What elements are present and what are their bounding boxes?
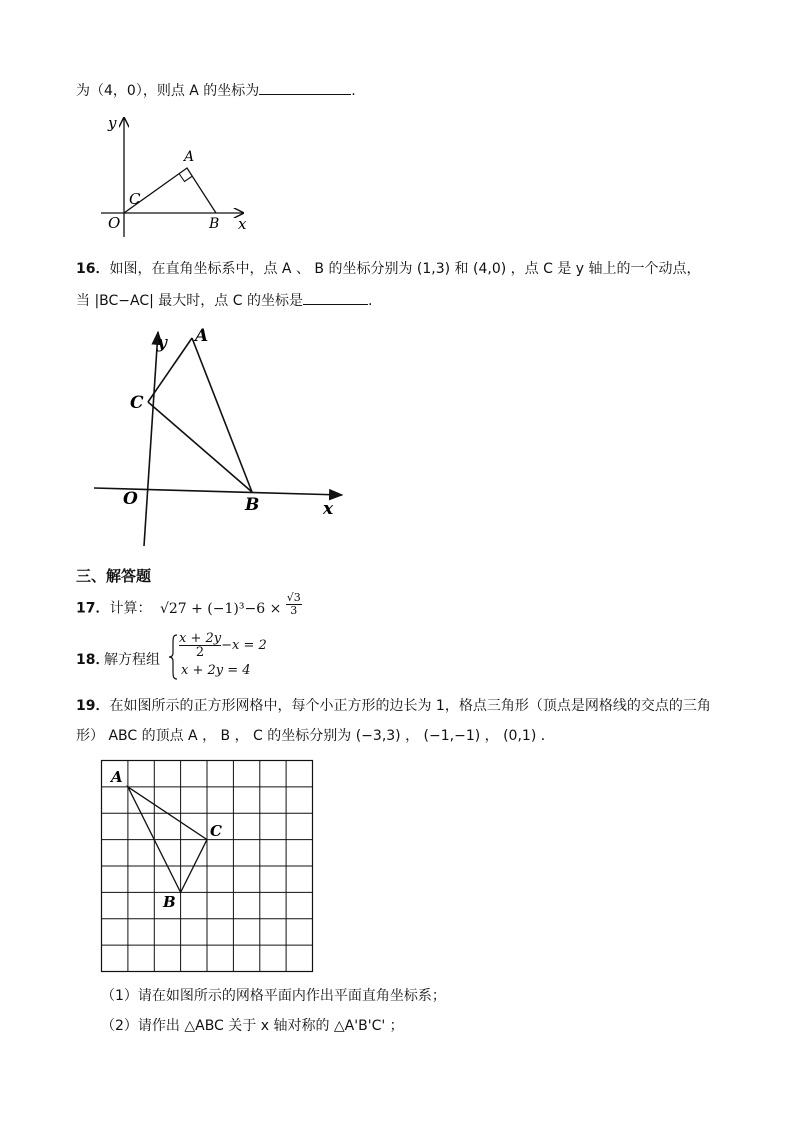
q17-frac-num: √3: [286, 591, 301, 604]
q17-expression: √27 + (−1)³−6 ×: [159, 600, 282, 617]
q16-period: .: [367, 293, 373, 309]
q15-answer-line: [76, 80, 356, 101]
q16-line1: [76, 259, 701, 279]
q18-eq1-rest: −x = 2: [221, 638, 267, 653]
q16-text-2: 当 |BC−AC| 最大时，点 C 的坐标是: [76, 293, 303, 309]
q19-number: 19．: [76, 698, 110, 714]
q17-label: 计算：: [109, 600, 152, 617]
q18: [76, 632, 376, 680]
q15-figure: [95, 112, 255, 247]
q16-label-b: B: [245, 495, 260, 515]
q16-label-o: O: [123, 489, 138, 509]
q16-label-c: C: [130, 393, 144, 413]
q15-period: .: [351, 83, 356, 99]
q17-number: 17．: [76, 600, 110, 617]
q19-sub1: （1）请在如图所示的网格平面内作出平面直角坐标系；: [101, 988, 446, 1004]
q16-number: 16．: [76, 261, 110, 277]
q19-grid-figure: [90, 755, 330, 977]
q17-fraction: [286, 592, 302, 617]
q19-text-1: 在如图所示的正方形网格中，每个小正方形的边长为 1，格点三角形（顶点是网格线的交点的三角: [109, 698, 711, 714]
q15-label-x: x: [238, 215, 247, 233]
q18-label: 解方程组: [104, 652, 160, 668]
q19-grid: [102, 761, 313, 972]
q15-answer-blank[interactable]: [259, 80, 351, 95]
q19-label-c: C: [210, 822, 222, 840]
q16-label-x: x: [323, 499, 334, 519]
q19-line2: 形） ABC 的顶点 A ， B ， C 的坐标分别为 (−3,3) ， (−1,−1) ， (0,1) ．: [76, 728, 555, 744]
q19-label-b: B: [163, 893, 176, 911]
q16-text-1: 如图，在直角坐标系中，点 A 、 B 的坐标分别为 (1,3) 和 (4,0) ，点 C 是 y 轴上的一个动点，: [109, 261, 701, 277]
q16-label-y: y: [157, 333, 167, 353]
q18-brace: [168, 634, 178, 680]
q15-label-b: B: [209, 216, 220, 232]
q16-segment-cb: [148, 402, 252, 492]
q18-eq1: [179, 632, 267, 659]
q15-label-a: A: [184, 149, 195, 165]
q16-answer-blank[interactable]: [303, 290, 368, 305]
q17: [76, 591, 302, 626]
q18-eq2: x + 2y = 4: [181, 663, 251, 678]
q16-figure: [90, 322, 355, 550]
q18-eq1-den: 2: [195, 645, 205, 660]
q17-frac-den: 3: [290, 604, 298, 617]
q16-label-a: A: [195, 326, 209, 346]
q15-right-angle-mark: [179, 174, 193, 182]
q15-text: 为（4，0），则点 A 的坐标为: [76, 83, 260, 99]
q15-label-o: O: [108, 214, 121, 232]
q18-number: 18．: [76, 652, 110, 668]
q18-eq1-num: x + 2y: [179, 631, 222, 646]
q15-label-c: C: [129, 190, 141, 208]
q18-eq1-fraction: [179, 632, 221, 659]
q16-y-axis: [144, 332, 158, 546]
section-title: 三、解答题: [76, 567, 152, 585]
q16-line2: [76, 290, 372, 311]
q16-segment-ca: [148, 338, 192, 402]
q16-segment-ab: [192, 338, 252, 492]
q19-label-a: A: [111, 768, 123, 786]
q19-line1: [76, 696, 711, 716]
q19-sub2: （2）请作出 △ABC 关于 x 轴对称的 △A'B'C' ；: [101, 1018, 404, 1034]
q15-label-y: y: [108, 114, 117, 132]
